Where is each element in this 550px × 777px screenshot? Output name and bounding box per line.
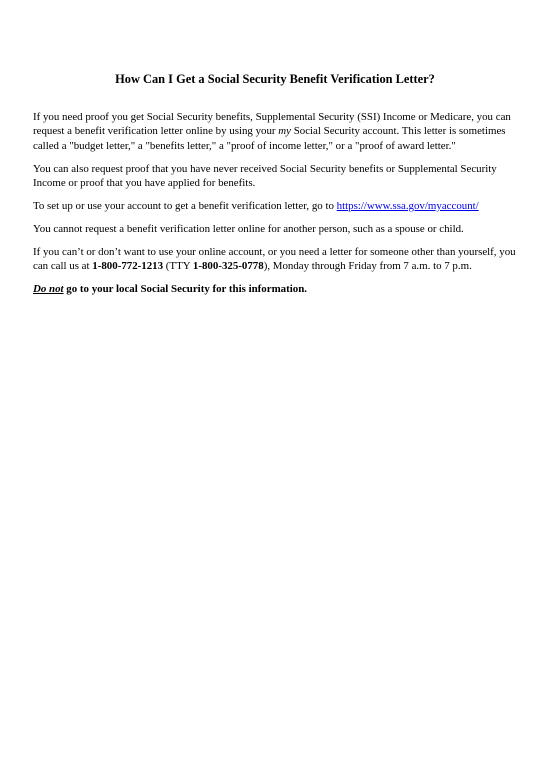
- paragraph-text: If you can’t or don’t want to use your online account, or you need a letter for someone other than yourself, you can call us at: [33, 245, 516, 273]
- paragraph-account-setup: [33, 199, 523, 213]
- page-title: How Can I Get a Social Security Benefit Verification Letter?: [115, 72, 435, 86]
- paragraph-text: (TTY: [163, 260, 193, 273]
- tty-number: 1-800-325-0778: [192, 260, 264, 273]
- myaccount-link[interactable]: https://www.ssa.gov/myaccount/: [336, 200, 479, 213]
- paragraph-warning: [33, 282, 523, 296]
- paragraph-never-received: You can also request proof that you have never received Social Security benefits or Supplemental Security Income or proof that you have applied for benefits.: [33, 162, 497, 190]
- warning-text: go to your local Social Security for this information.: [63, 283, 307, 296]
- paragraph-benefit-proof: [33, 110, 523, 153]
- paragraph-call-us: [33, 245, 523, 274]
- paragraph-another-person: You cannot request a benefit verification letter online for another person, such as a spouse or child.: [33, 222, 464, 235]
- paragraph-text: To set up or use your account to get a benefit verification letter, go to: [33, 200, 337, 213]
- paragraph-text: ), Monday through Friday from 7 a.m. to 7 p.m.: [263, 260, 472, 273]
- do-not-emphasis: Do not: [33, 283, 64, 296]
- paragraph-text: Social Security account. This letter is sometimes called a "budget letter," a "benefits letter," a "proof of income letter," or a "proof of award letter.": [33, 125, 506, 152]
- document-body: [33, 110, 523, 305]
- phone-number: 1-800-772-1213: [92, 260, 164, 273]
- paragraph-text: If you need proof you get Social Security benefits, Supplemental Security (SSI) Income or Medicare, you can request a benefit verification letter online by using your: [33, 111, 511, 138]
- my-italic-text: my: [278, 125, 291, 138]
